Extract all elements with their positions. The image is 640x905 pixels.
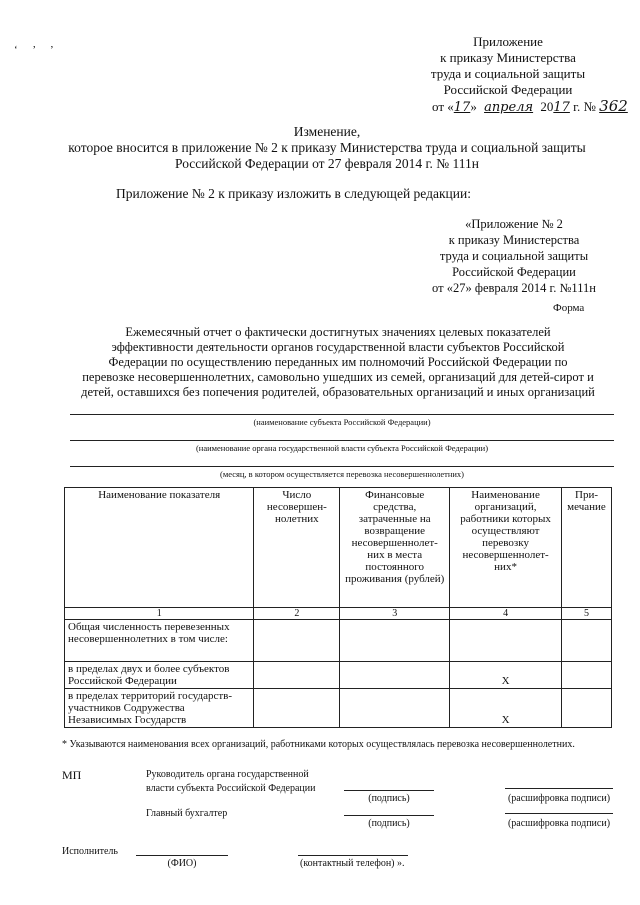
scan-marks: ‘ ’ ’ <box>14 44 60 56</box>
date-year: 17 <box>553 100 570 115</box>
cell-note[interactable] <box>562 689 612 728</box>
report-title-line-2: эффективности деятельности органов государственной власти субъектов Российской <box>111 340 565 354</box>
cell-funds[interactable] <box>340 689 450 728</box>
month-caption: (месяц, в котором осуществляется перевозка несовершеннолетних) <box>220 469 464 479</box>
form-label: Форма <box>553 302 585 314</box>
table-row <box>65 689 612 728</box>
header-organizations: Наименование организаций, работники которых осуществляют перевозку несовершеннолет-них* <box>450 488 562 608</box>
header-count: Число несовершен-нолетних <box>254 488 340 608</box>
cell-count[interactable] <box>254 689 340 728</box>
report-title-line-3: Федерации по осуществлению переданных им полномочий Российской Федерации по <box>108 355 568 369</box>
footnote: * Указываются наименования всех организаций, работниками которых осуществлялась перевозка несовершеннолетних. <box>62 739 575 750</box>
accountant-decoding-line[interactable] <box>505 813 613 814</box>
fio-caption: (ФИО) <box>167 858 197 869</box>
accountant-decoding-caption: (расшифровка подписи) <box>507 818 611 829</box>
accountant-signature-line[interactable] <box>344 815 434 816</box>
change-title-line-2: которое вносится в приложение № 2 к приказу Министерства труда и социальной защиты <box>68 140 586 155</box>
organ-line <box>70 440 614 441</box>
col-number: 1 <box>65 608 254 620</box>
phone-caption: (контактный телефон) ». <box>300 858 405 869</box>
date-day: 17 <box>453 100 471 115</box>
row-label: Общая численность перевезенных несовершеннолетних в том числе: <box>65 620 254 662</box>
accountant-label: Главный бухгалтер <box>146 808 228 819</box>
date-month: апреля <box>484 100 534 115</box>
table-header-row <box>65 488 612 608</box>
header-line-1: Приложение <box>473 34 543 49</box>
quoted-line-5: от «27» февраля 2014 г. №111н <box>432 281 596 295</box>
date-g: г. № <box>573 99 596 114</box>
quoted-line-4: Российской Федерации <box>452 265 576 279</box>
head-decoding-line[interactable] <box>505 788 613 789</box>
date-year-prefix: 20 <box>540 99 554 114</box>
table-row <box>65 620 612 662</box>
phone-line[interactable] <box>298 855 408 856</box>
header-indicator: Наименование показателя <box>65 488 254 608</box>
col-number: 3 <box>340 608 450 620</box>
subject-line <box>70 414 614 415</box>
head-decoding-caption: (расшифровка подписи) <box>507 793 611 804</box>
header-date-line <box>432 97 628 115</box>
instruction-text: Приложение № 2 к приказу изложить в следующей редакции: <box>116 186 471 201</box>
cell-funds[interactable] <box>340 620 450 662</box>
date-mid: » <box>470 99 477 114</box>
cell-organizations: X <box>450 689 562 728</box>
quoted-line-1: «Приложение № 2 <box>465 217 563 231</box>
fio-line[interactable] <box>136 855 228 856</box>
head-signature-line[interactable] <box>344 790 434 791</box>
cell-funds[interactable] <box>340 662 450 689</box>
cell-count[interactable] <box>254 620 340 662</box>
report-table <box>64 487 612 728</box>
quoted-appendix <box>414 216 614 296</box>
table-number-row <box>65 608 612 620</box>
organ-caption: (наименование органа государственной власти субъекта Российской Федерации) <box>195 443 489 453</box>
col-number: 4 <box>450 608 562 620</box>
report-title-line-4: перевозке несовершеннолетних, самовольно ушедших из семей, организаций для детей-сирот и <box>82 370 594 384</box>
head-title-line-2: власти субъекта Российской Федерации <box>146 783 316 794</box>
col-number: 2 <box>254 608 340 620</box>
executor-label: Исполнитель <box>62 846 118 857</box>
header-line-3: труда и социальной защиты <box>430 66 586 81</box>
head-signature-caption: (подпись) <box>368 793 410 804</box>
row-label: в пределах двух и более субъектов Российской Федерации <box>65 662 254 689</box>
quoted-line-2: к приказу Министерства <box>448 233 580 247</box>
quoted-line-3: труда и социальной защиты <box>439 249 589 263</box>
header-appendix <box>408 34 608 98</box>
mp-label: МП <box>62 768 82 782</box>
month-line <box>70 466 614 467</box>
cell-count[interactable] <box>254 662 340 689</box>
col-number: 5 <box>562 608 612 620</box>
report-title-line-1: Ежемесячный отчет о фактически достигнутых значениях целевых показателей <box>125 325 551 339</box>
head-title <box>146 768 315 796</box>
header-note: При-мечание <box>562 488 612 608</box>
table-row <box>65 662 612 689</box>
date-number: 362 <box>599 97 628 115</box>
header-funds: Финансовые средства, затраченные на возвращение несовершеннолет-них в места постоянного проживания (рублей) <box>340 488 450 608</box>
subject-caption: (наименование субъекта Российской Федерации) <box>253 417 431 427</box>
change-title <box>40 124 614 172</box>
row-label: в пределах территорий государств-участников Содружества Независимых Государств <box>65 689 254 728</box>
report-title <box>56 325 620 400</box>
cell-note[interactable] <box>562 662 612 689</box>
accountant-signature-caption: (подпись) <box>368 818 410 829</box>
header-line-2: к приказу Министерства <box>440 50 576 65</box>
cell-organizations: X <box>450 662 562 689</box>
cell-note[interactable] <box>562 620 612 662</box>
head-title-line-1: Руководитель органа государственной <box>146 769 309 780</box>
report-title-line-5: детей, оставшихся без попечения родителей, образовательных организаций и иных организаций <box>81 385 595 399</box>
change-title-line-1: Изменение, <box>293 124 361 139</box>
change-title-line-3: Российской Федерации от 27 февраля 2014 г. № 111н <box>175 156 479 171</box>
date-prefix: от « <box>432 99 454 114</box>
header-line-4: Российской Федерации <box>443 82 573 97</box>
cell-organizations[interactable] <box>450 620 562 662</box>
